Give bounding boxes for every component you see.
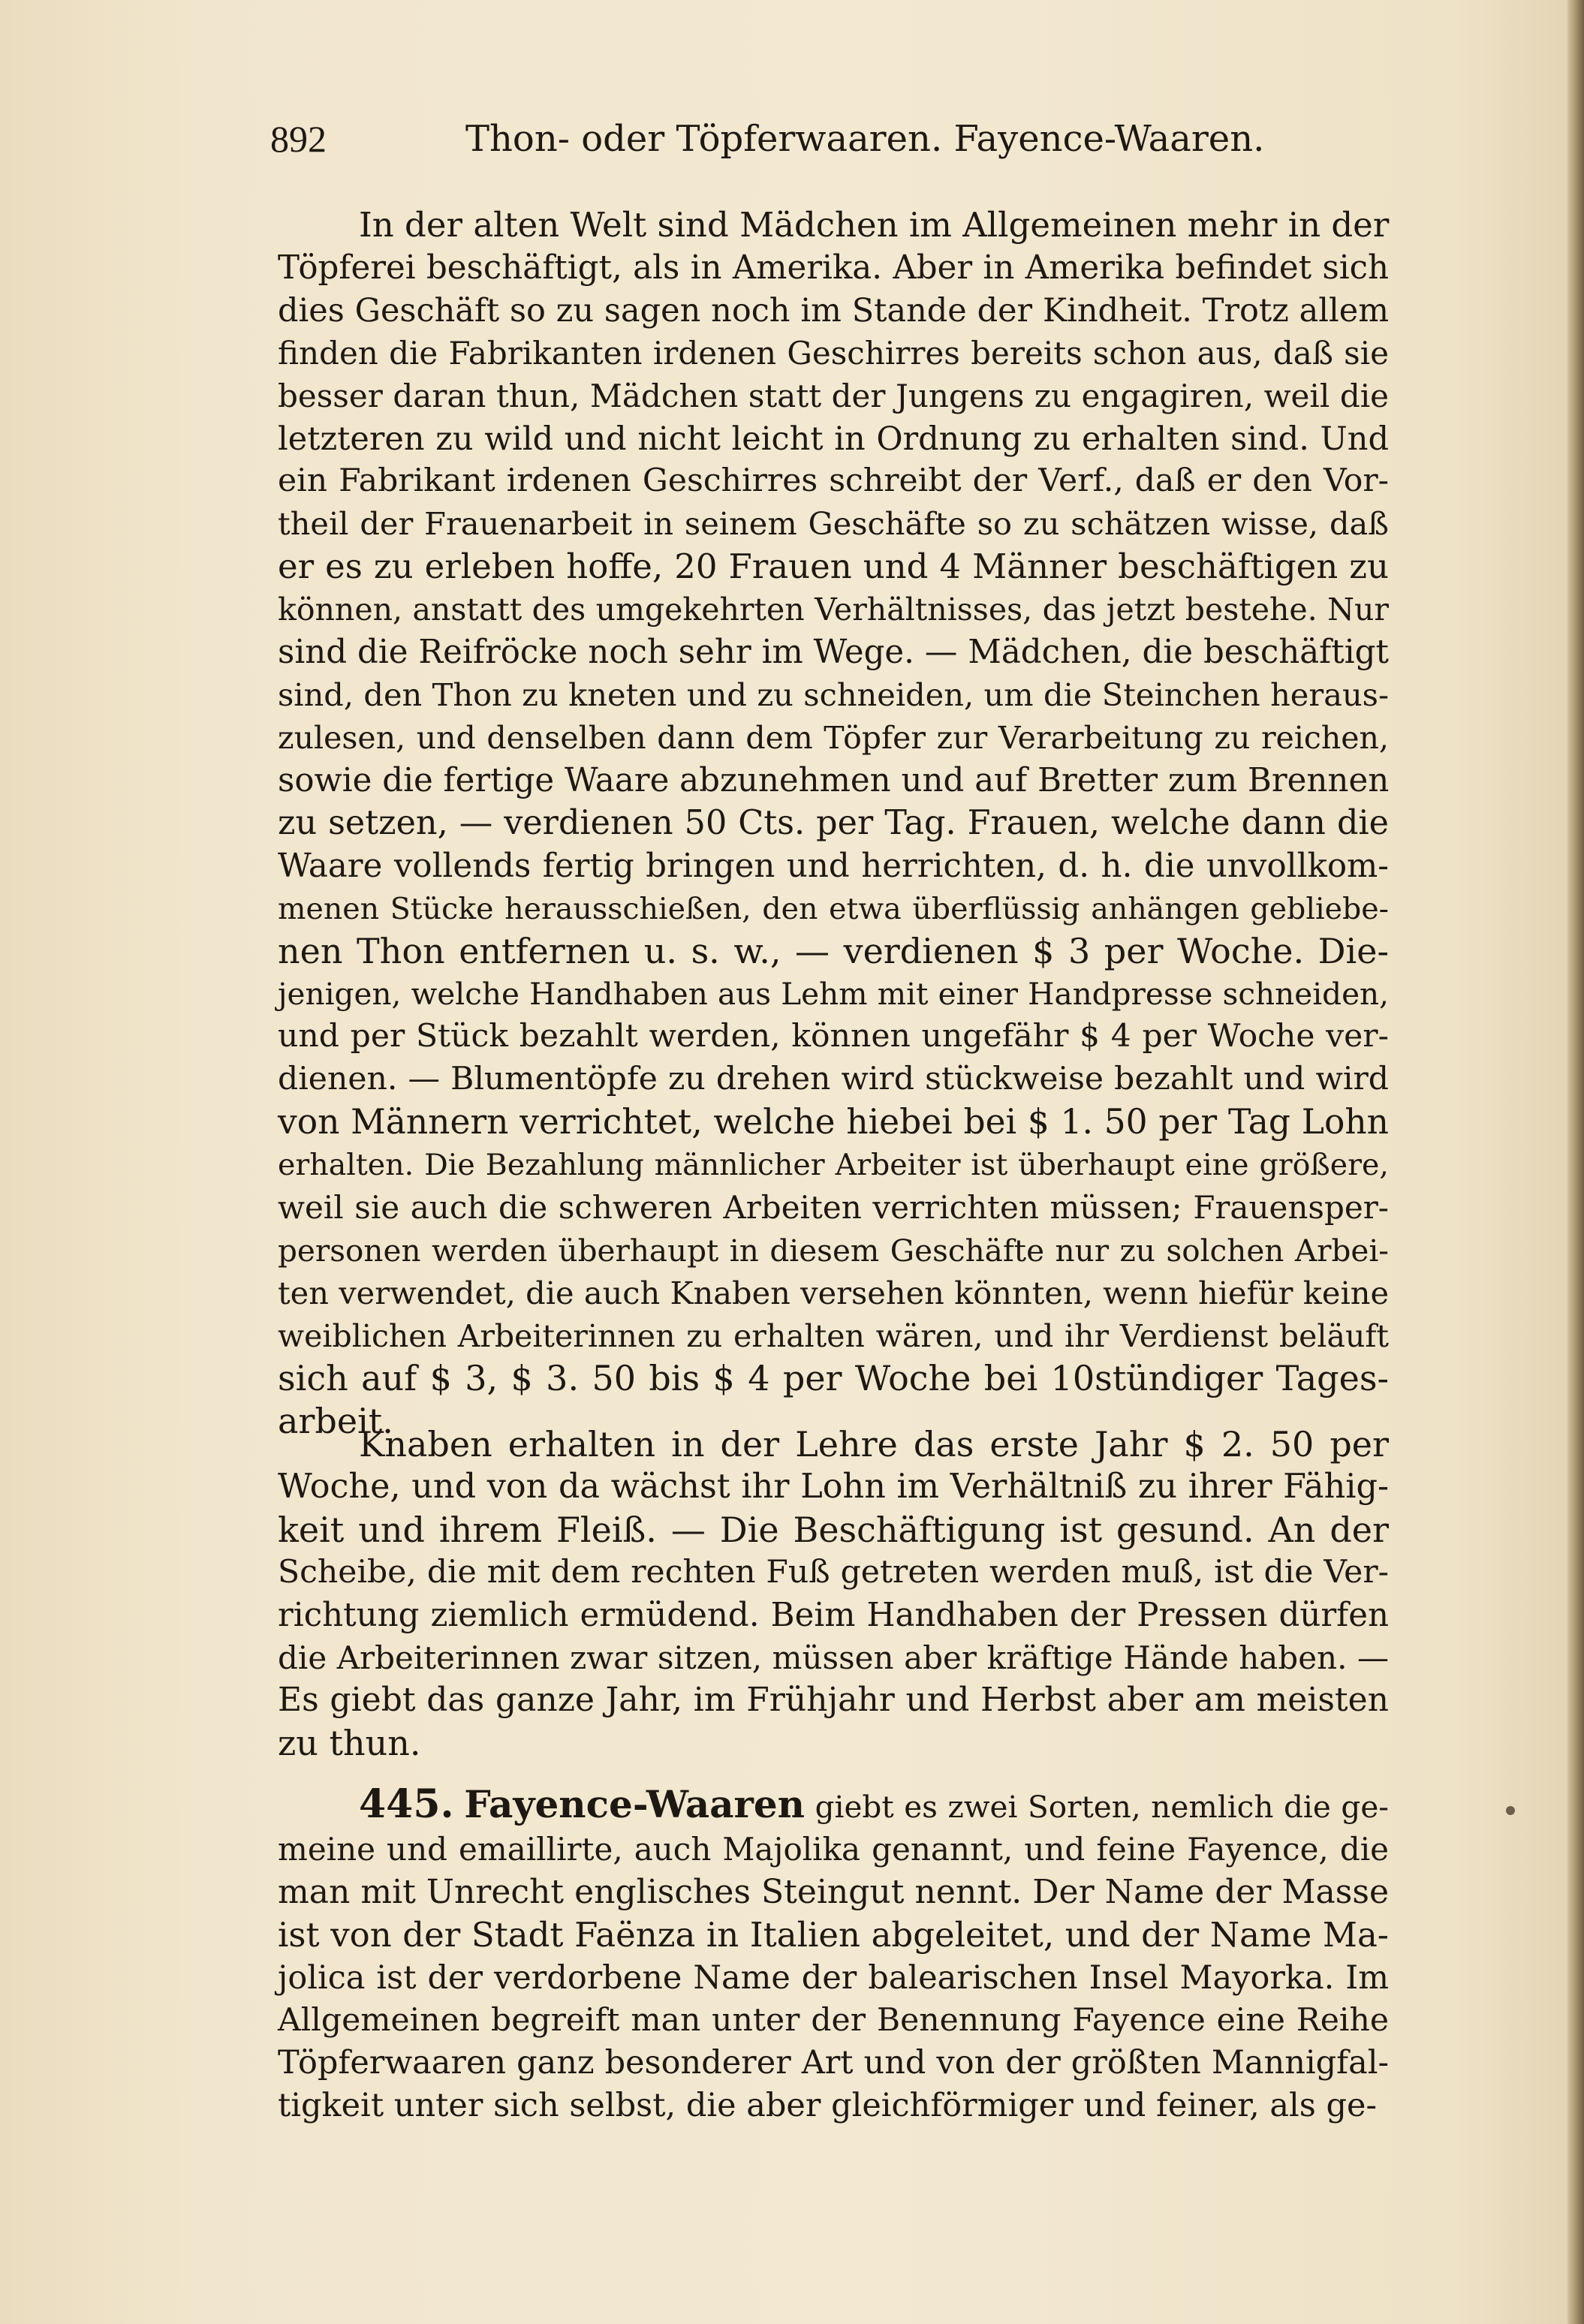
text-line: Allgemeinen begreift man unter der Benennung Fayence eine Reihe [278,2001,1389,2039]
text-line: Scheibe, die mit dem rechten Fuß getreten werden muß, ist die Ver- [278,1553,1389,1591]
text-line: arbeit. [278,1401,393,1442]
margin-mark [1506,1806,1515,1815]
text-line: sowie die fertige Waare abzunehmen und auf Bretter zum Brennen [278,761,1390,799]
text-line: richtung ziemlich ermüdend. Beim Handhaben der Pressen dürfen [278,1596,1389,1634]
text-line: er es zu erleben hoffe, 20 Frauen und 4 Männer beschäftigen zu [278,546,1389,587]
text-line: nen Thon entfernen u. s. w., — verdienen $ 3 per Woche. Die- [278,931,1389,972]
text-line: zu thun. [278,1723,421,1764]
text-line: ten verwendet, die auch Knaben versehen könnten, wenn hiefür keine [278,1274,1389,1311]
running-head: Thon- oder Töpferwaaren. Fayence-Waaren. [465,118,1265,160]
text-line: ist von der Stadt Faënza in Italien abgeleitet, und der Name Ma- [278,1914,1389,1955]
text-line: keit und ihrem Fleiß. — Die Beschäftigung ist gesund. An der [278,1509,1389,1550]
text-line: In der alten Welt sind Mädchen im Allgemeinen mehr in der [359,205,1390,245]
text-line: jenigen, welche Handhaben aus Lehm mit einer Handpresse schneiden, [278,976,1389,1013]
text-line: man mit Unrecht englisches Steingut nennt. Der Name der Masse [278,1872,1389,1911]
text-line: menen Stücke herausschießen, den etwa überflüssig anhängen gebliebe- [278,891,1389,926]
section-title: Fayence-Waaren [464,1782,805,1826]
text-line: tigkeit unter sich selbst, die aber gleichförmiger und feiner, als ge- [278,2087,1378,2125]
section-first-line [278,1781,1389,1829]
text-line: dies Geschäft so zu sagen noch im Stande der Kindheit. Trotz allem [278,291,1389,330]
section-number: 445. [359,1781,454,1827]
paragraph-girls-in-pottery [278,204,1389,1443]
text-line: letzteren zu wild und nicht leicht in Ordnung zu erhalten sind. Und [278,420,1389,458]
text-line: dienen. — Blumentöpfe zu drehen wird stückweise bezahlt und wird [278,1061,1389,1098]
text-line: besser daran thun, Mädchen statt der Jungens zu engagiren, weil die [278,377,1389,414]
text-line: zulesen, und denselben dann dem Töpfer zur Verarbeitung zu reichen, [278,719,1389,756]
text-line: sind, den Thon zu kneten und zu schneiden, um die Steinchen heraus- [278,676,1389,713]
page-header [270,113,1265,165]
text-line: können, anstatt des umgekehrten Verhältnisses, das jetzt bestehe. Nur [278,592,1389,628]
text-line: die Arbeiterinnen zwar sitzen, müssen aber kräftige Hände haben. — [278,1639,1389,1676]
text-line: jolica ist der verdorbene Name der balearischen Insel Mayorka. Im [278,1958,1389,1997]
text-line: finden die Fabrikanten irdenen Geschirres bereits schon aus, daß sie [278,334,1389,372]
section-first-line-text: giebt es zwei Sorten, nemlich die ge- [805,1789,1389,1825]
paragraph-boys-wages [278,1423,1389,1765]
text-line: erhalten. Die Bezahlung männlicher Arbeiter ist überhaupt eine größere, [278,1147,1389,1182]
text-line: weil sie auch die schweren Arbeiten verrichten müssen; Frauensper- [278,1188,1389,1226]
text-line: Töpferei beschäftigt, als in Amerika. Aber in Amerika befindet sich [278,248,1389,287]
section-445-fayence [278,1781,1389,2127]
text-line: und per Stück bezahlt werden, können ungefähr $ 4 per Woche ver- [278,1018,1389,1055]
text-line: sind die Reifröcke noch sehr im Wege. — Mädchen, die beschäftigt [278,634,1389,672]
text-line: Es giebt das ganze Jahr, im Frühjahr und Herbst aber am meisten [278,1681,1389,1720]
text-line: personen werden überhaupt in diesem Geschäfte nur zu solchen Arbei- [278,1232,1389,1269]
text-line: weiblichen Arbeiterinnen zu erhalten wären, und ihr Verdienst beläuft [278,1317,1389,1354]
text-line: meine und emaillirte, auch Majolika genannt, und feine Fayence, die [278,1830,1389,1868]
text-line: theil der Frauenarbeit in seinem Geschäfte so zu schätzen wisse, daß [278,505,1389,543]
text-line: von Männern verrichtet, welche hiebei bei $ 1. 50 per Tag Lohn [278,1102,1389,1142]
page-edge [1567,0,1584,2324]
text-line: ein Fabrikant irdenen Geschirres schreibt der Verf., daß er den Vor- [278,462,1389,500]
text-line: sich auf $ 3, $ 3. 50 bis $ 4 per Woche bei 10stündiger Tages- [278,1358,1389,1399]
text-line: zu setzen, — verdienen 50 Cts. per Tag. Frauen, welche dann die [278,803,1389,842]
text-line: Waare vollends fertig bringen und herrichten, d. h. die unvollkom- [278,847,1389,885]
page-number: 892 [270,118,327,160]
text-line: Knaben erhalten in der Lehre das erste Jahr $ 2. 50 per [359,1424,1389,1465]
text-line: Töpferwaaren ganz besonderer Art und von der größten Mannigfal- [278,2044,1389,2082]
text-line: Woche, und von da wächst ihr Lohn im Verhältniß zu ihrer Fähig- [278,1467,1389,1506]
